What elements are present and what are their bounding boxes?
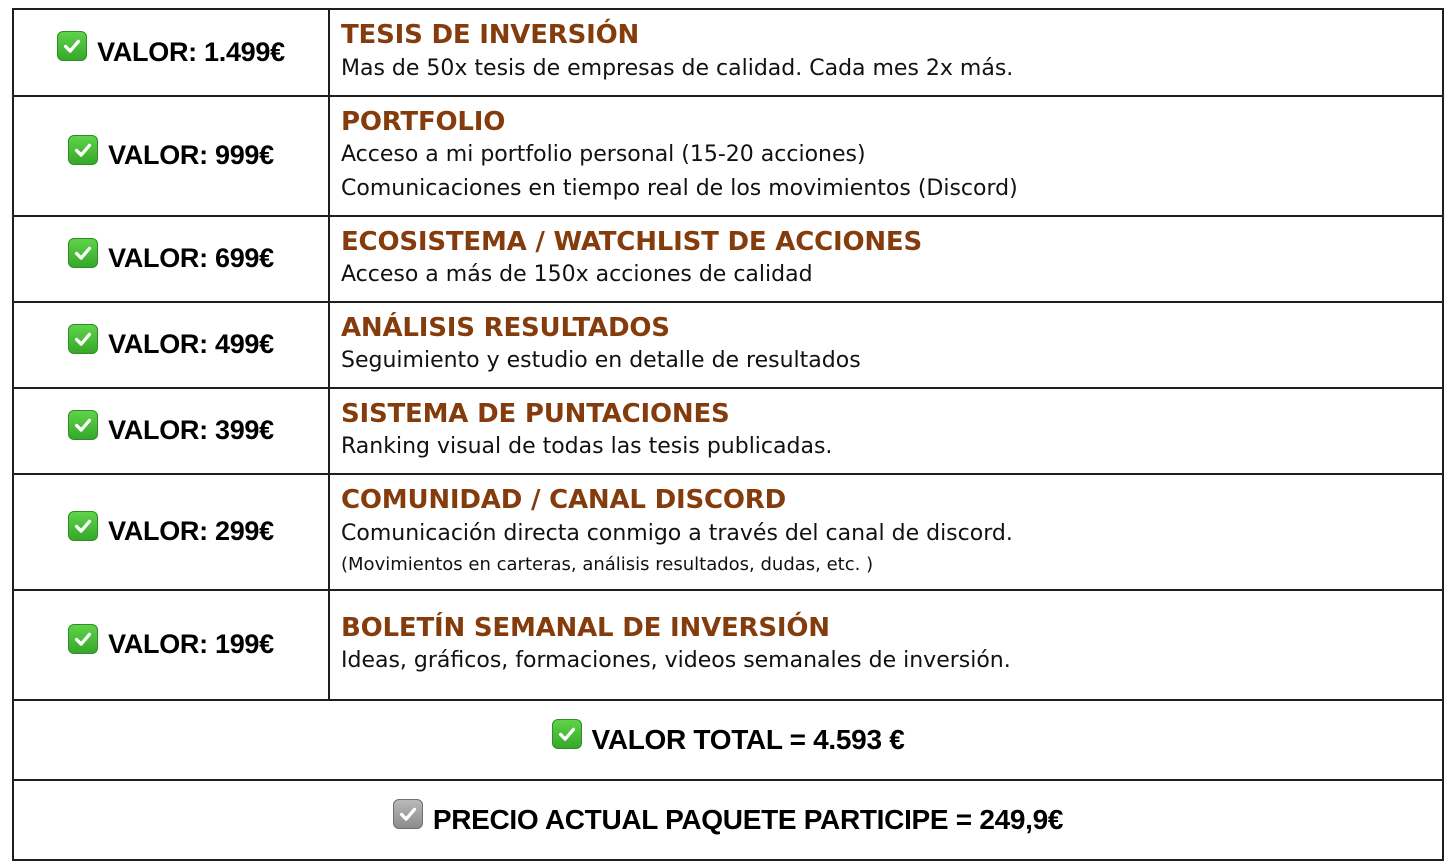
green-check-icon bbox=[552, 719, 582, 749]
item-value: VALOR: 1.499€ bbox=[97, 36, 285, 67]
description-cell bbox=[329, 474, 1443, 590]
grey-check-icon bbox=[393, 799, 423, 829]
offer-table bbox=[12, 8, 1444, 861]
description-cell bbox=[329, 96, 1443, 216]
value-cell bbox=[13, 302, 329, 388]
item-value: VALOR: 499€ bbox=[108, 329, 274, 360]
offer-row bbox=[13, 474, 1443, 590]
item-description: Comunicaciones en tiempo real de los movimientos (Discord) bbox=[341, 176, 1018, 202]
value-cell bbox=[13, 9, 329, 96]
total-row bbox=[13, 700, 1443, 780]
item-title: SISTEMA DE PUNTACIONES bbox=[341, 398, 730, 429]
item-description: Ranking visual de todas las tesis publicadas. bbox=[341, 434, 833, 460]
value-cell bbox=[13, 474, 329, 590]
item-value: VALOR: 999€ bbox=[108, 140, 274, 171]
item-value: VALOR: 199€ bbox=[108, 629, 274, 660]
item-description: Ideas, gráficos, formaciones, videos semanales de inversión. bbox=[341, 648, 1011, 674]
offer-row bbox=[13, 216, 1443, 302]
green-check-icon bbox=[68, 238, 98, 268]
offer-row bbox=[13, 590, 1443, 700]
green-check-icon bbox=[68, 624, 98, 654]
total-value: VALOR TOTAL = 4.593 € bbox=[591, 724, 905, 755]
price-value: PRECIO ACTUAL PAQUETE PARTICIPE = 249,9€ bbox=[432, 804, 1064, 835]
item-title: ECOSISTEMA / WATCHLIST DE ACCIONES bbox=[341, 226, 923, 257]
green-check-icon bbox=[68, 324, 98, 354]
price-row bbox=[13, 780, 1443, 860]
item-title: ANÁLISIS RESULTADOS bbox=[341, 312, 670, 343]
description-cell bbox=[329, 216, 1443, 302]
green-check-icon bbox=[68, 135, 98, 165]
offer-row bbox=[13, 388, 1443, 474]
item-description: Mas de 50x tesis de empresas de calidad. Cada mes 2x más. bbox=[341, 55, 1014, 81]
offer-row bbox=[13, 302, 1443, 388]
description-cell bbox=[329, 9, 1443, 96]
value-cell bbox=[13, 388, 329, 474]
description-cell bbox=[329, 590, 1443, 700]
item-title: COMUNIDAD / CANAL DISCORD bbox=[341, 485, 786, 516]
offer-row bbox=[13, 9, 1443, 96]
item-description: Acceso a más de 150x acciones de calidad bbox=[341, 262, 813, 288]
offer-rows bbox=[13, 9, 1443, 700]
item-description: Comunicación directa conmigo a través del canal de discord. bbox=[341, 520, 1013, 546]
price-cell bbox=[13, 780, 1443, 860]
item-value: VALOR: 699€ bbox=[108, 243, 274, 274]
green-check-icon bbox=[68, 410, 98, 440]
total-cell bbox=[13, 700, 1443, 780]
item-value: VALOR: 299€ bbox=[108, 516, 274, 547]
green-check-icon bbox=[57, 31, 87, 61]
item-description: Seguimiento y estudio en detalle de resultados bbox=[341, 348, 861, 374]
green-check-icon bbox=[68, 511, 98, 541]
item-title: BOLETÍN SEMANAL DE INVERSIÓN bbox=[341, 612, 830, 643]
summary-rows bbox=[13, 700, 1443, 860]
description-cell bbox=[329, 388, 1443, 474]
item-title: TESIS DE INVERSIÓN bbox=[341, 20, 640, 51]
value-cell bbox=[13, 216, 329, 302]
item-note: (Movimientos en carteras, análisis resultados, dudas, etc. ) bbox=[341, 553, 874, 575]
item-value: VALOR: 399€ bbox=[108, 415, 274, 446]
value-cell bbox=[13, 590, 329, 700]
value-cell bbox=[13, 96, 329, 216]
offer-row bbox=[13, 96, 1443, 216]
item-title: PORTFOLIO bbox=[341, 106, 506, 137]
item-description: Acceso a mi portfolio personal (15-20 acciones) bbox=[341, 142, 866, 168]
description-cell bbox=[329, 302, 1443, 388]
